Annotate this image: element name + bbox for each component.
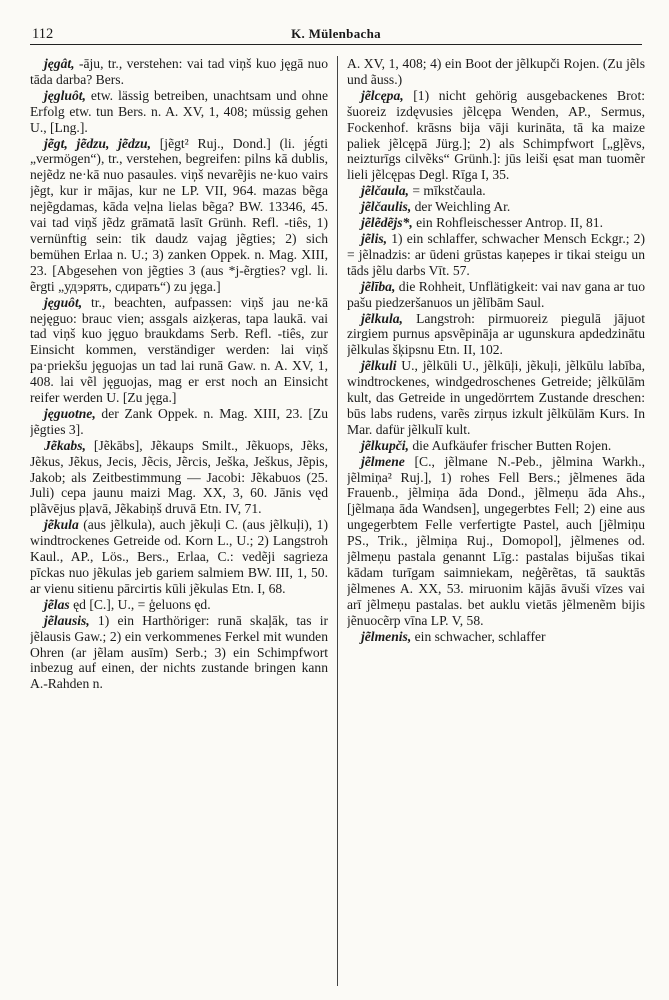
page-number: 112 <box>32 26 54 42</box>
dictionary-entry <box>30 295 328 406</box>
entry-headword: jẽlkupči, <box>361 437 409 453</box>
entry-headword: jẽkula <box>44 517 79 533</box>
dictionary-entry <box>347 215 645 231</box>
entry-headword: Jẽkabs, <box>44 437 86 453</box>
dictionary-entry <box>30 438 328 518</box>
entry-headword: jẽlkuli <box>361 358 397 374</box>
entry-text: [C., jẽlmane N.-Peb., jẽlmina Warkh., jẽlmiņa² Ruj.], 1) rohes Fell Bers.; jẽlmenes āda Frauenb., jẽlmiņa āda Dond., jẽlmeņu āda Ahs., [jẽlmaņa āda Wandsen], ungegerbtes Fell; 2) eine aus ungegerbtem Felle verfertigte Pastel, auch [jẽlmiņu PS., Trik., jẽlmiņa Ruj., Domopol], jẽlmenes od. jẽlmeņu pastala genannt Līg.: pastalas bijušas tikai kādam turīgam saimniekam, neģẽrẽtas, tā sauktās jẽlmenes A. XX, 53. miruonim kājās āvuši vīzes vai arī jẽlmeņu pastalas. bet auklu vietās jẽlmenẽm bijis jẽnuocẽrp vīna LP. V, 58. <box>347 453 645 628</box>
entry-headword: jẽlcępa, <box>361 87 404 103</box>
dictionary-entry <box>30 517 328 597</box>
dictionary-entry <box>347 311 645 359</box>
entry-text: die Rohheit, Unflätigkeit: vai nav gana ar tuo pašu piedzeršanuos un jẽlībām Saul. <box>347 278 645 310</box>
entry-text: ęd [C.], U., = ģeluons ęd. <box>69 596 211 612</box>
running-title: K. Mülenbacha <box>291 26 381 41</box>
entry-text: ein schwacher, schlaffer <box>411 628 546 644</box>
dictionary-entry <box>347 56 645 88</box>
entry-headword: jẽlmene <box>361 453 405 469</box>
entry-text: [jẽgt² Ruj., Dond.] (li. jė́gti „vermögen“), tr., verstehen, begreifen: pilns kā dublis, nejẽdz ne·kā nuo pasaules. viņš nevarẽjis ne·kuo vairs jẽgt, kur ir mājas, kur ne LP. VII, 964. mazas bẽga nejẽgdamas, kāda veļna lielas bẽga? BW. 13346, 45. vai tad viņš jẽdz grāmatā lasīt Grünh. Refl. -tiês, 1) vernünftig sein: tik daudz vajag jẽgties; 2) sich bemühen Erlaa n. U.; 3) zanken Oppek. n. Mag. XIII, 23. [Abgesehen von jẽgties 3 (aus *j-ẽrgties? vgl. li. ẽrgti „удэрять, сдирать“) zu jęga.] <box>30 135 328 294</box>
dictionary-entry <box>347 279 645 311</box>
entry-headword: jẽgt, jẽdzu, jẽdzu, <box>44 135 152 151</box>
entry-text: Langstroh: pirmuoreiz piegulā jājuot zirgiem purnus apsvẽpināja ar ugunskura apdedzinātu jẽlkulas šķipsnu Etn. II, 102. <box>347 310 645 358</box>
entry-headword: jẽlas <box>44 596 70 612</box>
entry-text: = mīkstčaula. <box>408 183 486 199</box>
dictionary-entry <box>30 88 328 136</box>
entry-text: (aus jẽlkula), auch jẽkuļi C. (aus jẽlkuļi), 1) windtrockenes Getreide od. Korn L., U.; 2) Langstroh Kaul., AP., Lös., Bers., Erlaa, C.: vedẽji sagrieza pīckas nuo jẽkulas jeb gariem salmiem BW. III, 1, 50. ar vienu sitienu pārcirtis kūli jẽkulas Etn. I, 68. <box>30 517 328 596</box>
entry-text: 1) ein Harthöriger: runā skaļāk, tas ir jẽlausis Gaw.; 2) ein verkommenes Ferkel mit wunden Ohren (ar jẽlam ausīm) Serb.; 3) ein Schimpfwort inbezug auf einen, der nichts zustande bringen kann A.-Rahden n. <box>30 612 328 692</box>
entry-text: tr., beachten, aufpassen: viņš jau ne·kā nejęguo: brauc vien; assgals aizķeras, tapa laukā. vai tad viņš kuo jęguo braukdams Serb. Refl. -tiês, zur Einsicht kommen, verständiger werden: lai viņš pa·priekšu jęguojas un tad lai runā Gaw. n. A. XV, 1, 408. lai vẽl jęguojas, mag er erst noch an Einsicht reifer werden U. [Zu jęga.] <box>30 294 328 406</box>
entry-headword: jẽlčaula, <box>361 183 409 199</box>
entry-text: die Aufkäufer frischer Butten Rojen. <box>408 437 612 453</box>
entry-text: [1) nicht gehörig ausgebackenes Brot: šuoreiz izdęvusies jẽlcępa Wenden, AP., Sermus, Fockenhof. krāsns bija vāji kurināta, tā ka maize paliek jẽlcępā Jürg.]; 2) als Schimpfwort [„gļẽvs, neizturīgs cilvẽks“ Grünh.]: jūs leiši ęsat man tuomẽr lieli jẽlcępas Degl. Rīga I, 35. <box>347 87 645 183</box>
entry-headword: jęguotne, <box>44 405 96 421</box>
entry-headword: jẽlčaulis, <box>361 199 412 215</box>
entry-headword: jęguôt, <box>44 294 83 310</box>
dictionary-entry <box>347 358 645 438</box>
dictionary-entry <box>30 613 328 693</box>
entry-headword: jẽlis, <box>361 230 388 246</box>
entry-text: der Zank Oppek. n. Mag. XIII, 23. [Zu jẽgties 3]. <box>30 405 328 437</box>
right-column <box>347 56 645 991</box>
entry-headword: jẽlausis, <box>44 612 90 628</box>
entry-text: etw. lässig betreiben, unachtsam und ohne Erfolg etw. tun Bers. n. A. XV, 1, 408; müssig gehen U., [Lng.]. <box>30 87 328 135</box>
entry-text: -āju, tr., verstehen: vai tad viņš kuo jęgā nuo tāda darba? Bers. <box>30 56 328 87</box>
dictionary-entry <box>347 88 645 183</box>
dictionary-entry <box>30 406 328 438</box>
entry-headword: jẽlība, <box>361 278 396 294</box>
entry-text: A. XV, 1, 408; 4) ein Boot der jẽlkupči Rojen. (Zu jẽls und ãuss.) <box>347 56 645 87</box>
entry-text: U., jẽlkūli U., jẽlkūļi, jẽkuļi, jẽlkūlu labība, windtrockenes, windgedroschenes Getreide; jẽlkūlām kult, das Getreide in ungedörrtem Zustande dreschen: būs labs rudens, varẽs zirņus izkult jẽlkūlām Kurs. In Mar. dafür jẽlkulī kult. <box>347 358 645 437</box>
page-header <box>30 22 642 45</box>
dictionary-entry <box>347 629 645 645</box>
dictionary-entry <box>347 231 645 279</box>
dictionary-entry <box>30 597 328 613</box>
entry-text: der Weichling Ar. <box>411 199 511 215</box>
entry-headword: jẽlkula, <box>361 310 403 326</box>
dictionary-entry <box>347 183 645 199</box>
entry-text: ein Rohfleischesser Antrop. II, 81. <box>412 215 603 231</box>
dictionary-entry <box>30 56 328 88</box>
dictionary-entry <box>347 438 645 454</box>
dictionary-entry <box>30 136 328 295</box>
entry-headword: jęgluôt, <box>44 87 86 103</box>
entry-headword: jęgât, <box>44 56 75 71</box>
entry-headword: jẽlẽdẽjs*, <box>361 215 413 231</box>
left-column <box>30 56 328 991</box>
entry-headword: jẽlmenis, <box>361 628 412 644</box>
dictionary-entry <box>347 199 645 215</box>
entry-text: [Jẽkābs], Jẽkaups Smilt., Jẽkuops, Jẽks, Jẽkus, Jẽkus, Jecis, Jẽcis, Jẽrcis, Ješka, Ješkus, Jẽpis, Jakob; als Zeitbestimmung — Jacobi: Jẽkabuos (25. Juli) cepa jaunu maizi Mag. XX, 3, 60. Jānis vęd plãvējus pļavā, Jẽkabiņš druvā Etn. IV, 71. <box>30 437 328 517</box>
entry-text: 1) ein schlaffer, schwacher Mensch Eckgr.; 2) = jẽlnadzis: ar ūdeni grūstas kaņepes ir tikai steigu un tāds jẽlu darbs Vīt. 57. <box>347 230 645 278</box>
dictionary-entry <box>347 454 645 629</box>
column-divider <box>337 56 338 986</box>
